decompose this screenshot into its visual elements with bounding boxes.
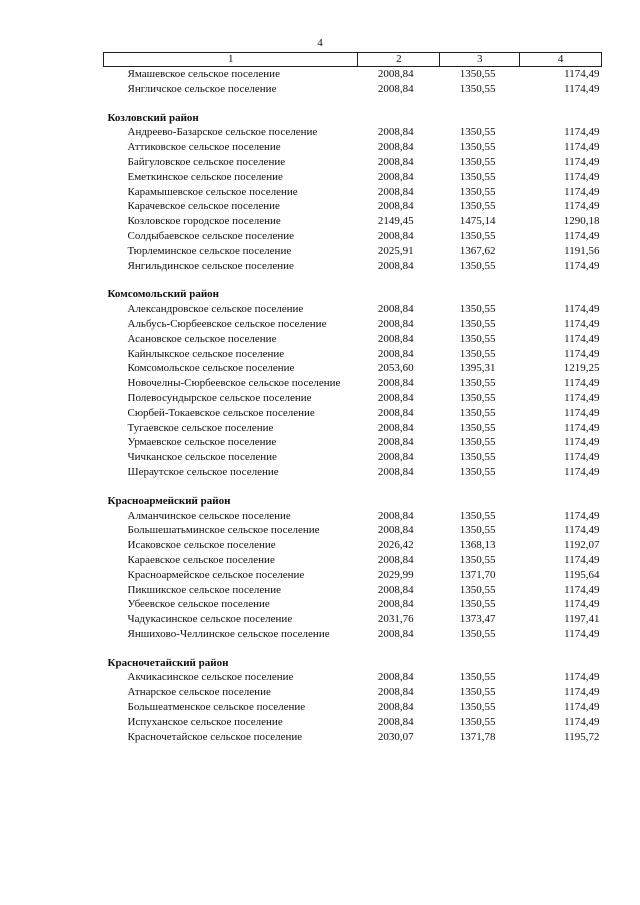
settlement-name: Карамышевское сельское поселение	[127, 185, 298, 198]
value-col-3: 1368,13	[459, 539, 496, 552]
value-col-2: 2008,84	[377, 627, 414, 640]
district-title: Козловский район	[107, 111, 199, 124]
value-col-4: 1290,18	[563, 215, 600, 228]
value-col-3: 1350,55	[459, 465, 496, 478]
table-row	[104, 347, 602, 362]
value-col-3: 1350,55	[459, 200, 496, 213]
settlement-name: Комсомольское сельское поселение	[127, 362, 295, 375]
value-col-4: 1174,49	[564, 68, 600, 80]
table-row	[104, 125, 602, 140]
table-row	[104, 332, 602, 347]
settlement-name: Новочелны-Сюрбеевское сельское поселение	[127, 377, 341, 390]
table-row	[104, 700, 602, 715]
table-row	[104, 140, 602, 155]
value-col-4: 1174,49	[564, 421, 600, 434]
value-col-3: 1350,55	[459, 686, 496, 699]
table-row	[104, 376, 602, 391]
value-col-4: 1174,49	[564, 141, 600, 154]
value-col-4: 1191,56	[564, 244, 600, 257]
value-col-2: 2008,84	[377, 391, 414, 404]
value-col-2: 2008,84	[377, 377, 414, 390]
district-title: Красноармейский район	[107, 494, 231, 507]
value-col-2: 2008,84	[377, 583, 414, 596]
value-col-2: 2008,84	[377, 686, 414, 699]
value-col-4: 1174,49	[564, 627, 600, 640]
value-col-2: 2008,84	[377, 303, 414, 316]
table-row	[104, 361, 602, 376]
table-row	[104, 214, 602, 229]
value-col-2: 2008,84	[377, 141, 414, 154]
value-col-4: 1174,49	[564, 671, 600, 684]
value-col-3: 1395,31	[459, 362, 496, 375]
value-col-4: 1174,49	[564, 332, 600, 345]
value-col-4: 1174,49	[564, 451, 600, 464]
district-heading-row	[104, 642, 602, 671]
value-col-2: 2008,84	[377, 317, 414, 330]
settlement-name: Исаковское сельское поселение	[127, 539, 276, 552]
value-col-2: 2008,84	[377, 200, 414, 213]
value-col-3: 1350,55	[459, 185, 496, 198]
settlement-name: Солдыбаевское сельское поселение	[127, 229, 295, 242]
value-col-4: 1174,49	[564, 82, 600, 95]
settlement-name: Еметкинское сельское поселение	[127, 170, 283, 183]
settlement-name: Сюрбей-Токаевское сельское поселение	[127, 406, 315, 419]
value-col-2: 2008,84	[377, 553, 414, 566]
value-col-3: 1350,55	[459, 627, 496, 640]
table-row	[104, 155, 602, 170]
value-col-4: 1174,49	[564, 509, 600, 522]
settlement-name: Большеатменское сельское поселение	[127, 701, 306, 714]
settlements-table	[103, 52, 602, 744]
value-col-4: 1174,49	[564, 259, 600, 272]
value-col-2: 2026,42	[377, 539, 414, 552]
table-row	[104, 583, 602, 598]
table-row	[104, 450, 602, 465]
table-row	[104, 435, 602, 450]
district-title: Комсомольский район	[107, 288, 220, 301]
value-col-3: 1350,55	[459, 701, 496, 714]
value-col-3: 1373,47	[459, 613, 496, 626]
table-body	[104, 53, 602, 745]
value-col-3: 1350,55	[459, 155, 496, 168]
value-col-3: 1475,14	[459, 215, 496, 228]
settlement-name: Убеевское сельское поселение	[127, 598, 270, 611]
table-row	[104, 229, 602, 244]
value-col-4: 1174,49	[564, 377, 600, 390]
value-col-4: 1219,25	[563, 362, 600, 375]
settlement-name: Тугаевское сельское поселение	[127, 421, 274, 434]
value-col-2: 2008,84	[377, 701, 414, 714]
value-col-2: 2008,84	[377, 598, 414, 611]
value-col-2: 2008,84	[377, 421, 414, 434]
table-row	[104, 627, 602, 642]
settlement-name: Караевское сельское поселение	[127, 553, 275, 566]
value-col-3: 1350,55	[459, 715, 496, 728]
header-row	[104, 53, 602, 67]
column-header-1: 1	[104, 53, 358, 67]
value-col-2: 2008,84	[377, 465, 414, 478]
value-col-4: 1174,49	[564, 598, 600, 611]
value-col-2: 2008,84	[377, 82, 414, 95]
value-col-4: 1174,49	[564, 317, 600, 330]
settlement-name: Альбусь-Сюрбеевское сельское поселение	[127, 317, 327, 330]
value-col-2: 2008,84	[377, 185, 414, 198]
settlement-name: Байгуловское сельское поселение	[127, 155, 286, 168]
value-col-3: 1350,55	[459, 391, 496, 404]
district-title: Красночетайский район	[107, 656, 229, 669]
table-row	[104, 67, 602, 82]
value-col-2: 2008,84	[377, 68, 414, 80]
table-row	[104, 170, 602, 185]
value-col-3: 1350,55	[459, 553, 496, 566]
value-col-4: 1174,49	[564, 701, 600, 714]
settlement-name: Козловское городское поселение	[127, 215, 281, 228]
value-col-3: 1367,62	[459, 244, 496, 257]
table-row	[104, 406, 602, 421]
value-col-3: 1350,55	[459, 170, 496, 183]
value-col-3: 1350,55	[459, 347, 496, 360]
table-row	[104, 670, 602, 685]
table-row	[104, 302, 602, 317]
column-header-3: 3	[440, 53, 520, 67]
table-row	[104, 465, 602, 480]
table-row	[104, 730, 602, 745]
table-row	[104, 421, 602, 436]
value-col-2: 2008,84	[377, 229, 414, 242]
settlement-name: Шераутское сельское поселение	[127, 465, 279, 478]
settlement-name: Асановское сельское поселение	[127, 332, 277, 345]
value-col-4: 1174,49	[564, 686, 600, 699]
table-row	[104, 82, 602, 97]
settlement-name: Акчикасинское сельское поселение	[127, 671, 294, 684]
value-col-4: 1174,49	[564, 170, 600, 183]
value-col-4: 1174,49	[564, 406, 600, 419]
value-col-3: 1350,55	[459, 436, 496, 449]
value-col-3: 1350,55	[459, 377, 496, 390]
value-col-3: 1350,55	[459, 524, 496, 537]
value-col-4: 1174,49	[564, 465, 600, 478]
value-col-2: 2031,76	[377, 613, 414, 626]
table-row	[104, 523, 602, 538]
value-col-3: 1371,70	[459, 568, 496, 581]
settlement-name: Атнарское сельское поселение	[127, 686, 271, 699]
value-col-3: 1350,55	[459, 82, 496, 95]
value-col-3: 1350,55	[459, 303, 496, 316]
table-row	[104, 685, 602, 700]
value-col-2: 2029,99	[377, 568, 414, 581]
value-col-4: 1197,41	[564, 613, 600, 626]
value-col-2: 2008,84	[377, 436, 414, 449]
value-col-4: 1174,49	[564, 583, 600, 596]
value-col-2: 2149,45	[377, 215, 414, 228]
value-col-2: 2030,07	[377, 730, 414, 743]
value-col-4: 1174,49	[564, 229, 600, 242]
table-row	[104, 317, 602, 332]
settlement-name: Чичканское сельское поселение	[127, 451, 277, 464]
settlement-name: Андреево-Базарское сельское поселение	[127, 126, 318, 139]
table-row	[104, 568, 602, 583]
page-number: 4	[317, 37, 323, 49]
value-col-3: 1350,55	[459, 406, 496, 419]
value-col-4: 1192,07	[564, 539, 600, 552]
value-col-2: 2008,84	[377, 451, 414, 464]
settlement-name: Кайнлыкское сельское поселение	[127, 347, 285, 360]
settlement-name: Янгильдинское сельское поселение	[127, 259, 294, 272]
table-row	[104, 553, 602, 568]
settlement-name: Янгличское сельское поселение	[127, 82, 277, 95]
settlement-name: Большешатьминское сельское поселение	[127, 524, 320, 537]
settlement-name: Александровское сельское поселение	[127, 303, 304, 316]
value-col-2: 2008,84	[377, 332, 414, 345]
value-col-4: 1174,49	[564, 436, 600, 449]
value-col-2: 2008,84	[377, 524, 414, 537]
settlement-name: Тюрлеминское сельское поселение	[127, 244, 292, 257]
value-col-2: 2053,60	[377, 362, 414, 375]
table-row	[104, 259, 602, 274]
settlement-name: Полевосундырское сельское поселение	[127, 391, 312, 404]
value-col-2: 2008,84	[377, 715, 414, 728]
table-row	[104, 199, 602, 214]
value-col-3: 1350,55	[459, 421, 496, 434]
district-heading-row	[104, 480, 602, 509]
table-row	[104, 597, 602, 612]
value-col-2: 2008,84	[377, 170, 414, 183]
column-header-2: 2	[358, 53, 440, 67]
value-col-2: 2008,84	[377, 259, 414, 272]
settlement-name: Чадукасинское сельское поселение	[127, 613, 293, 626]
settlement-name: Яншихово-Челлинское сельское поселение	[127, 627, 330, 640]
settlement-name: Красноармейское сельское поселение	[127, 568, 305, 581]
value-col-4: 1174,49	[564, 185, 600, 198]
value-col-3: 1350,55	[459, 259, 496, 272]
table-row	[104, 715, 602, 730]
value-col-2: 2008,84	[377, 509, 414, 522]
value-col-3: 1350,55	[459, 68, 496, 80]
settlement-name: Урмаевское сельское поселение	[127, 436, 277, 449]
value-col-4: 1174,49	[564, 524, 600, 537]
value-col-3: 1371,78	[459, 730, 496, 743]
value-col-3: 1350,55	[459, 141, 496, 154]
value-col-3: 1350,55	[459, 598, 496, 611]
table-row	[104, 612, 602, 627]
value-col-2: 2008,84	[377, 347, 414, 360]
value-col-4: 1174,49	[564, 155, 600, 168]
value-col-4: 1195,72	[564, 730, 600, 743]
settlement-name: Красночетайское сельское поселение	[127, 730, 303, 743]
value-col-2: 2008,84	[377, 155, 414, 168]
value-col-3: 1350,55	[459, 451, 496, 464]
table-row	[104, 185, 602, 200]
value-col-3: 1350,55	[459, 126, 496, 139]
value-col-4: 1174,49	[564, 347, 600, 360]
value-col-2: 2025,91	[377, 244, 414, 257]
value-col-3: 1350,55	[459, 332, 496, 345]
value-col-4: 1174,49	[564, 200, 600, 213]
value-col-4: 1174,49	[564, 715, 600, 728]
value-col-4: 1174,49	[564, 391, 600, 404]
settlement-name: Испуханское сельское поселение	[127, 715, 283, 728]
value-col-3: 1350,55	[459, 583, 496, 596]
table-row	[104, 244, 602, 259]
settlement-name: Алманчинское сельское поселение	[127, 509, 291, 522]
settlement-name: Аттиковское сельское поселение	[127, 141, 281, 154]
table-row	[104, 509, 602, 524]
value-col-4: 1174,49	[564, 126, 600, 139]
value-col-3: 1350,55	[459, 509, 496, 522]
value-col-4: 1195,64	[564, 568, 600, 581]
value-col-4: 1174,49	[564, 553, 600, 566]
value-col-2: 2008,84	[377, 406, 414, 419]
settlement-name: Карачевское сельское поселение	[127, 200, 280, 213]
value-col-2: 2008,84	[377, 671, 414, 684]
table-row	[104, 538, 602, 553]
value-col-3: 1350,55	[459, 671, 496, 684]
settlement-name: Ямашевское сельское поселение	[127, 68, 280, 80]
value-col-3: 1350,55	[459, 229, 496, 242]
value-col-3: 1350,55	[459, 317, 496, 330]
value-col-2: 2008,84	[377, 126, 414, 139]
district-heading-row	[104, 97, 602, 126]
district-heading-row	[104, 273, 602, 302]
settlement-name: Пикшикское сельское поселение	[127, 583, 281, 596]
table-row	[104, 391, 602, 406]
value-col-4: 1174,49	[564, 303, 600, 316]
column-header-4: 4	[520, 53, 602, 67]
